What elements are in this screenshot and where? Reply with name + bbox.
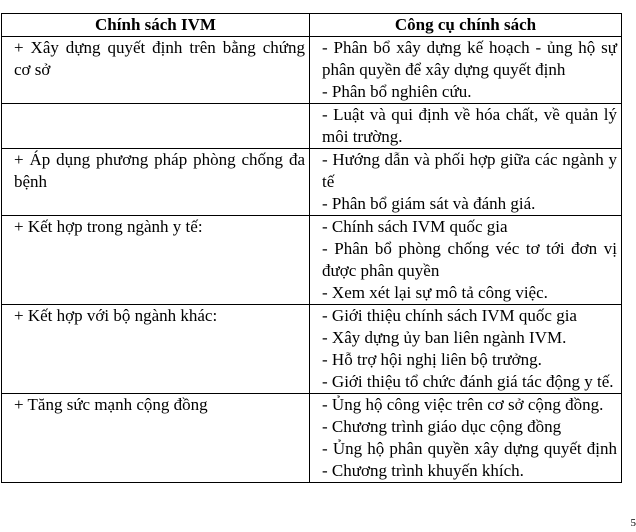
tool-item: - Phân bổ phòng chống véc tơ tới đơn vị được phân quyền (322, 239, 617, 280)
policy-cell: + Tăng sức mạnh cộng đồng (2, 394, 310, 483)
tools-cell (310, 104, 622, 149)
tool-item: - Phân bổ xây dựng kế hoạch - ủng hộ sự phân quyền để xây dựng quyết định (322, 38, 617, 79)
policy-cell: + Xây dựng quyết định trên bằng chứng cơ sở (2, 37, 310, 104)
table-row (2, 305, 622, 394)
table-row (2, 37, 622, 104)
tools-cell (310, 149, 622, 216)
tool-item: - Ủng hộ công việc trên cơ sở cộng đồng. (322, 395, 604, 414)
tools-cell (310, 216, 622, 305)
tool-item: - Chính sách IVM quốc gia (322, 217, 508, 236)
header-tools: Công cụ chính sách (310, 14, 622, 37)
policy-cell (2, 104, 310, 149)
table-header-row (2, 14, 622, 37)
tool-item: - Giới thiệu tổ chức đánh giá tác động y tế. (322, 372, 614, 391)
tool-item: - Xem xét lại sự mô tả công việc. (322, 283, 548, 302)
table-row (2, 216, 622, 305)
tool-item: - Phân bổ giám sát và đánh giá. (322, 194, 536, 213)
tool-item: - Ủng hộ phân quyền xây dựng quyết định - Chương trình khuyến khích. (322, 439, 617, 480)
table-row (2, 394, 622, 483)
tool-item: - Phân bổ nghiên cứu. (322, 82, 472, 101)
table-row (2, 149, 622, 216)
policy-table (1, 13, 622, 483)
header-policy: Chính sách IVM (2, 14, 310, 37)
policy-cell: + Kết hợp với bộ ngành khác: (2, 305, 310, 394)
tool-item: - Giới thiệu chính sách IVM quốc gia (322, 306, 577, 325)
tool-item: - Xây dựng ủy ban liên ngành IVM. (322, 328, 567, 347)
policy-cell: + Kết hợp trong ngành y tế: (2, 216, 310, 305)
policy-cell: + Áp dụng phương pháp phòng chống đa bệnh (2, 149, 310, 216)
tools-cell (310, 37, 622, 104)
table-row (2, 104, 622, 149)
tools-cell (310, 305, 622, 394)
tool-item: - Hướng dẫn và phối hợp giữa các ngành y tế (322, 150, 617, 191)
tool-item: - Hỗ trợ hội nghị liên bộ trưởng. (322, 350, 542, 369)
tool-item: - Luật và qui định về hóa chất, về quản lý môi trường. (322, 105, 617, 146)
tools-cell (310, 394, 622, 483)
tool-item: - Chương trình giáo dục cộng đồng (322, 417, 562, 436)
page-number: 5 (630, 517, 636, 529)
